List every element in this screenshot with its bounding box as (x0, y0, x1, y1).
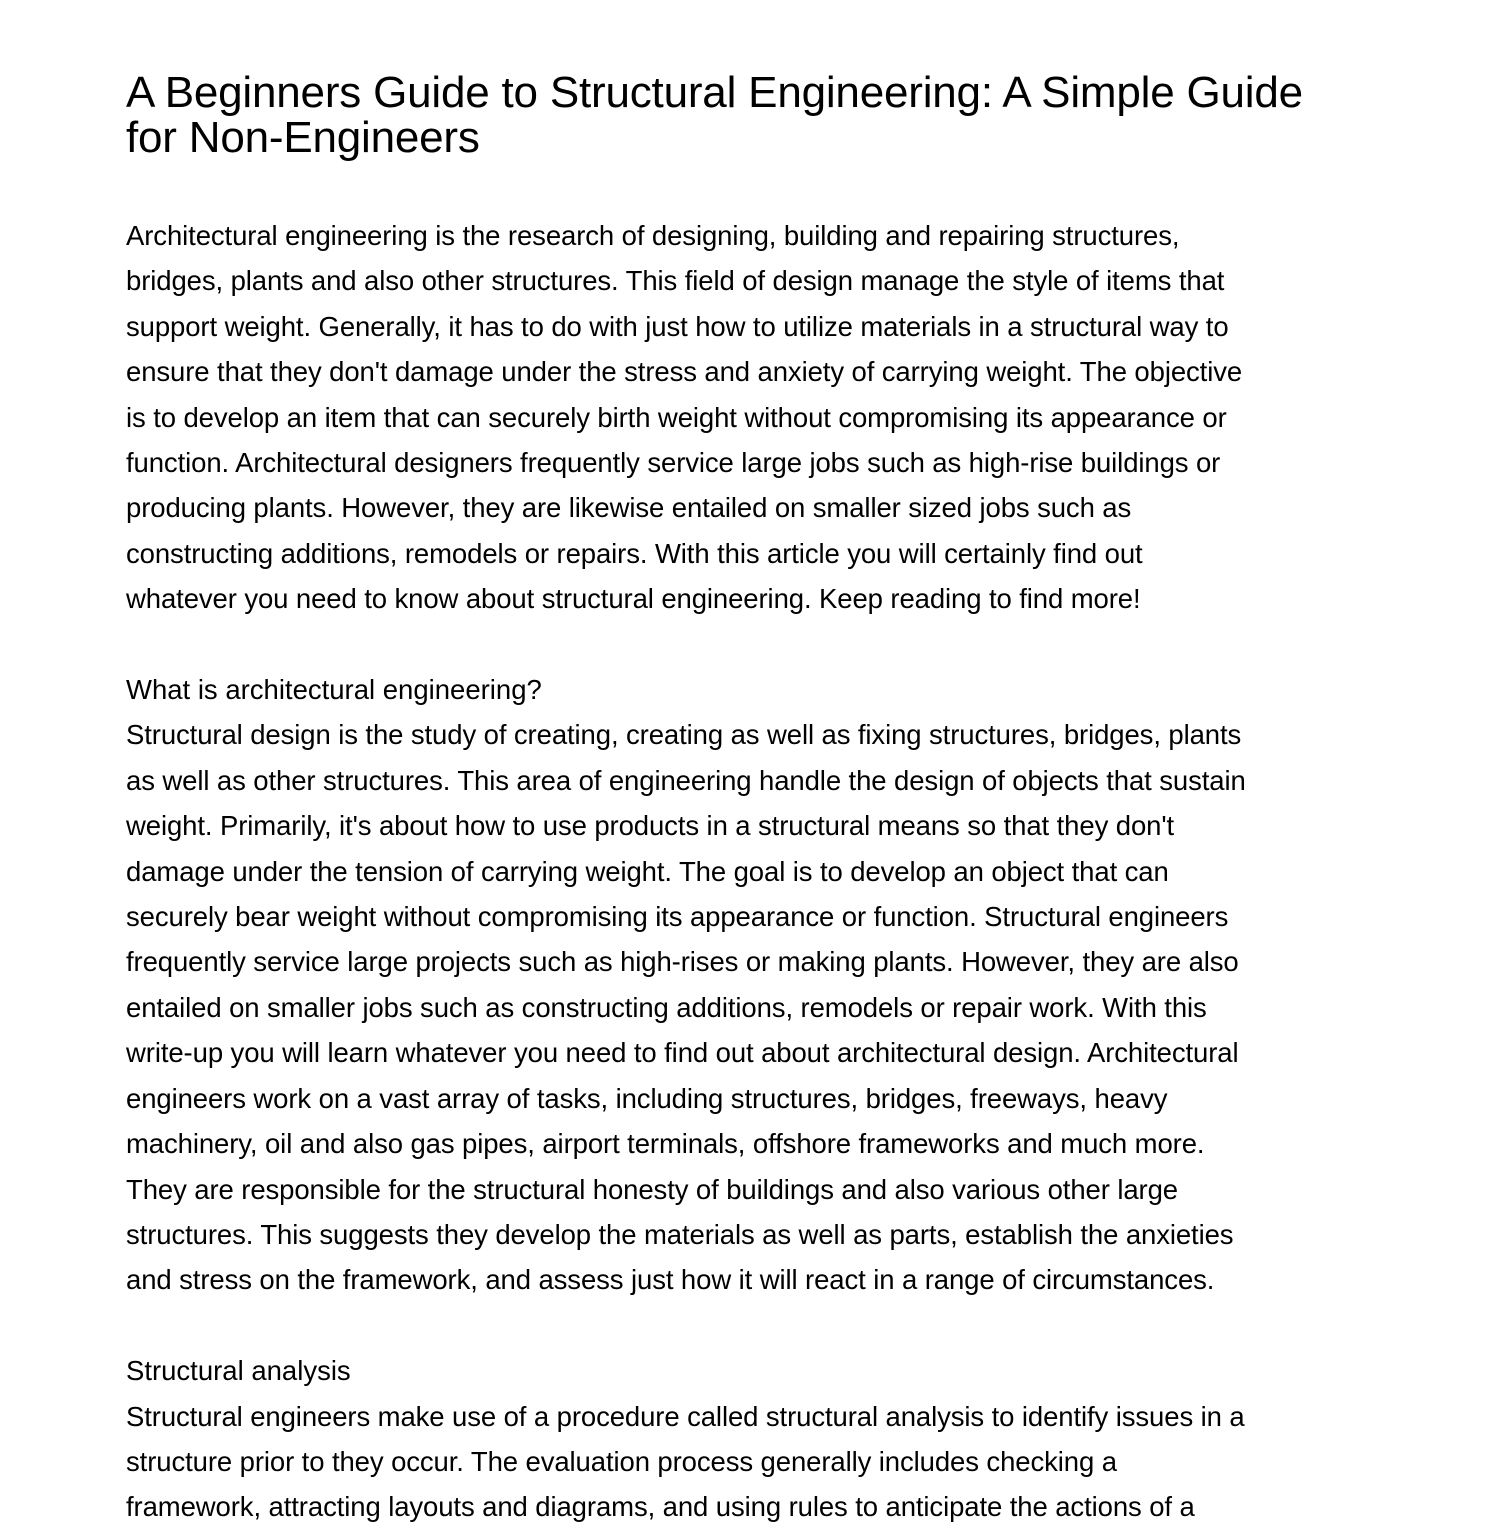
text-line: Structural design is the study of creating, creating as well as fixing structures, bridges, plants (126, 719, 1242, 751)
section-heading-what-is-architectural-engineering: What is architectural engineering? (126, 674, 542, 706)
text-line: ensure that they don't damage under the stress and anxiety of carrying weight. The objective (126, 356, 1243, 388)
text-line: Structural engineers make use of a procedure called structural analysis to identify issues in a (126, 1400, 1245, 1432)
title-line: for Non-Engineers (126, 113, 480, 162)
text-line: support weight. Generally, it has to do with just how to utilize materials in a structural way to (126, 310, 1229, 342)
text-line: function. Architectural designers frequently service large jobs such as high-rise buildings or (126, 447, 1221, 479)
text-line: whatever you need to know about structural engineering. Keep reading to find more! (126, 583, 1141, 615)
text-line: constructing additions, remodels or repairs. With this article you will certainly find out (126, 537, 1143, 569)
text-line: framework, attracting layouts and diagrams, and using rules to anticipate the actions of a (126, 1491, 1195, 1523)
text-line: bridges, plants and also other structures. This field of design manage the style of items that (126, 265, 1225, 297)
text-line: machinery, oil and also gas pipes, airport terminals, offshore frameworks and much more. (126, 1128, 1205, 1160)
text-line: producing plants. However, they are likewise entailed on smaller sized jobs such as (126, 492, 1132, 524)
intro-paragraph (126, 213, 1376, 622)
text-line: engineers work on a vast array of tasks, including structures, bridges, freeways, heavy (126, 1082, 1168, 1114)
text-line: is to develop an item that can securely birth weight without compromising its appearance or (126, 401, 1227, 433)
title-line: A Beginners Guide to Structural Engineering: A Simple Guide (126, 68, 1303, 117)
text-line: structure prior to they occur. The evaluation process generally includes checking a (126, 1445, 1117, 1477)
text-line: structures. This suggests they develop the materials as well as parts, establish the anxieties (126, 1218, 1234, 1250)
document-page (126, 0, 1376, 1530)
text-line: securely bear weight without compromising its appearance or function. Structural engineers (126, 901, 1229, 933)
text-line: write-up you will learn whatever you need to find out about architectural design. Architectural (126, 1037, 1239, 1069)
text-line: Architectural engineering is the research of designing, building and repairing structures, (126, 220, 1180, 251)
text-line: weight. Primarily, it's about how to use products in a structural means so that they don't (126, 810, 1175, 842)
text-line: They are responsible for the structural honesty of buildings and also various other large (126, 1173, 1178, 1205)
text-line: as well as other structures. This area of engineering handle the design of objects that sustain (126, 764, 1246, 796)
document-title (126, 0, 1376, 160)
text-line: and stress on the framework, and assess just how it will react in a range of circumstances. (126, 1264, 1215, 1296)
section-heading-structural-analysis: Structural analysis (126, 1355, 351, 1387)
text-line: frequently service large projects such as high-rises or making plants. However, they are also (126, 946, 1239, 978)
section-paragraph-structural-analysis (126, 1394, 1376, 1530)
text-line: entailed on smaller jobs such as constructing additions, remodels or repair work. With this (126, 991, 1207, 1023)
text-line: damage under the tension of carrying weight. The goal is to develop an object that can (126, 855, 1169, 887)
section-paragraph-what-is-architectural-engineering (126, 712, 1376, 1302)
